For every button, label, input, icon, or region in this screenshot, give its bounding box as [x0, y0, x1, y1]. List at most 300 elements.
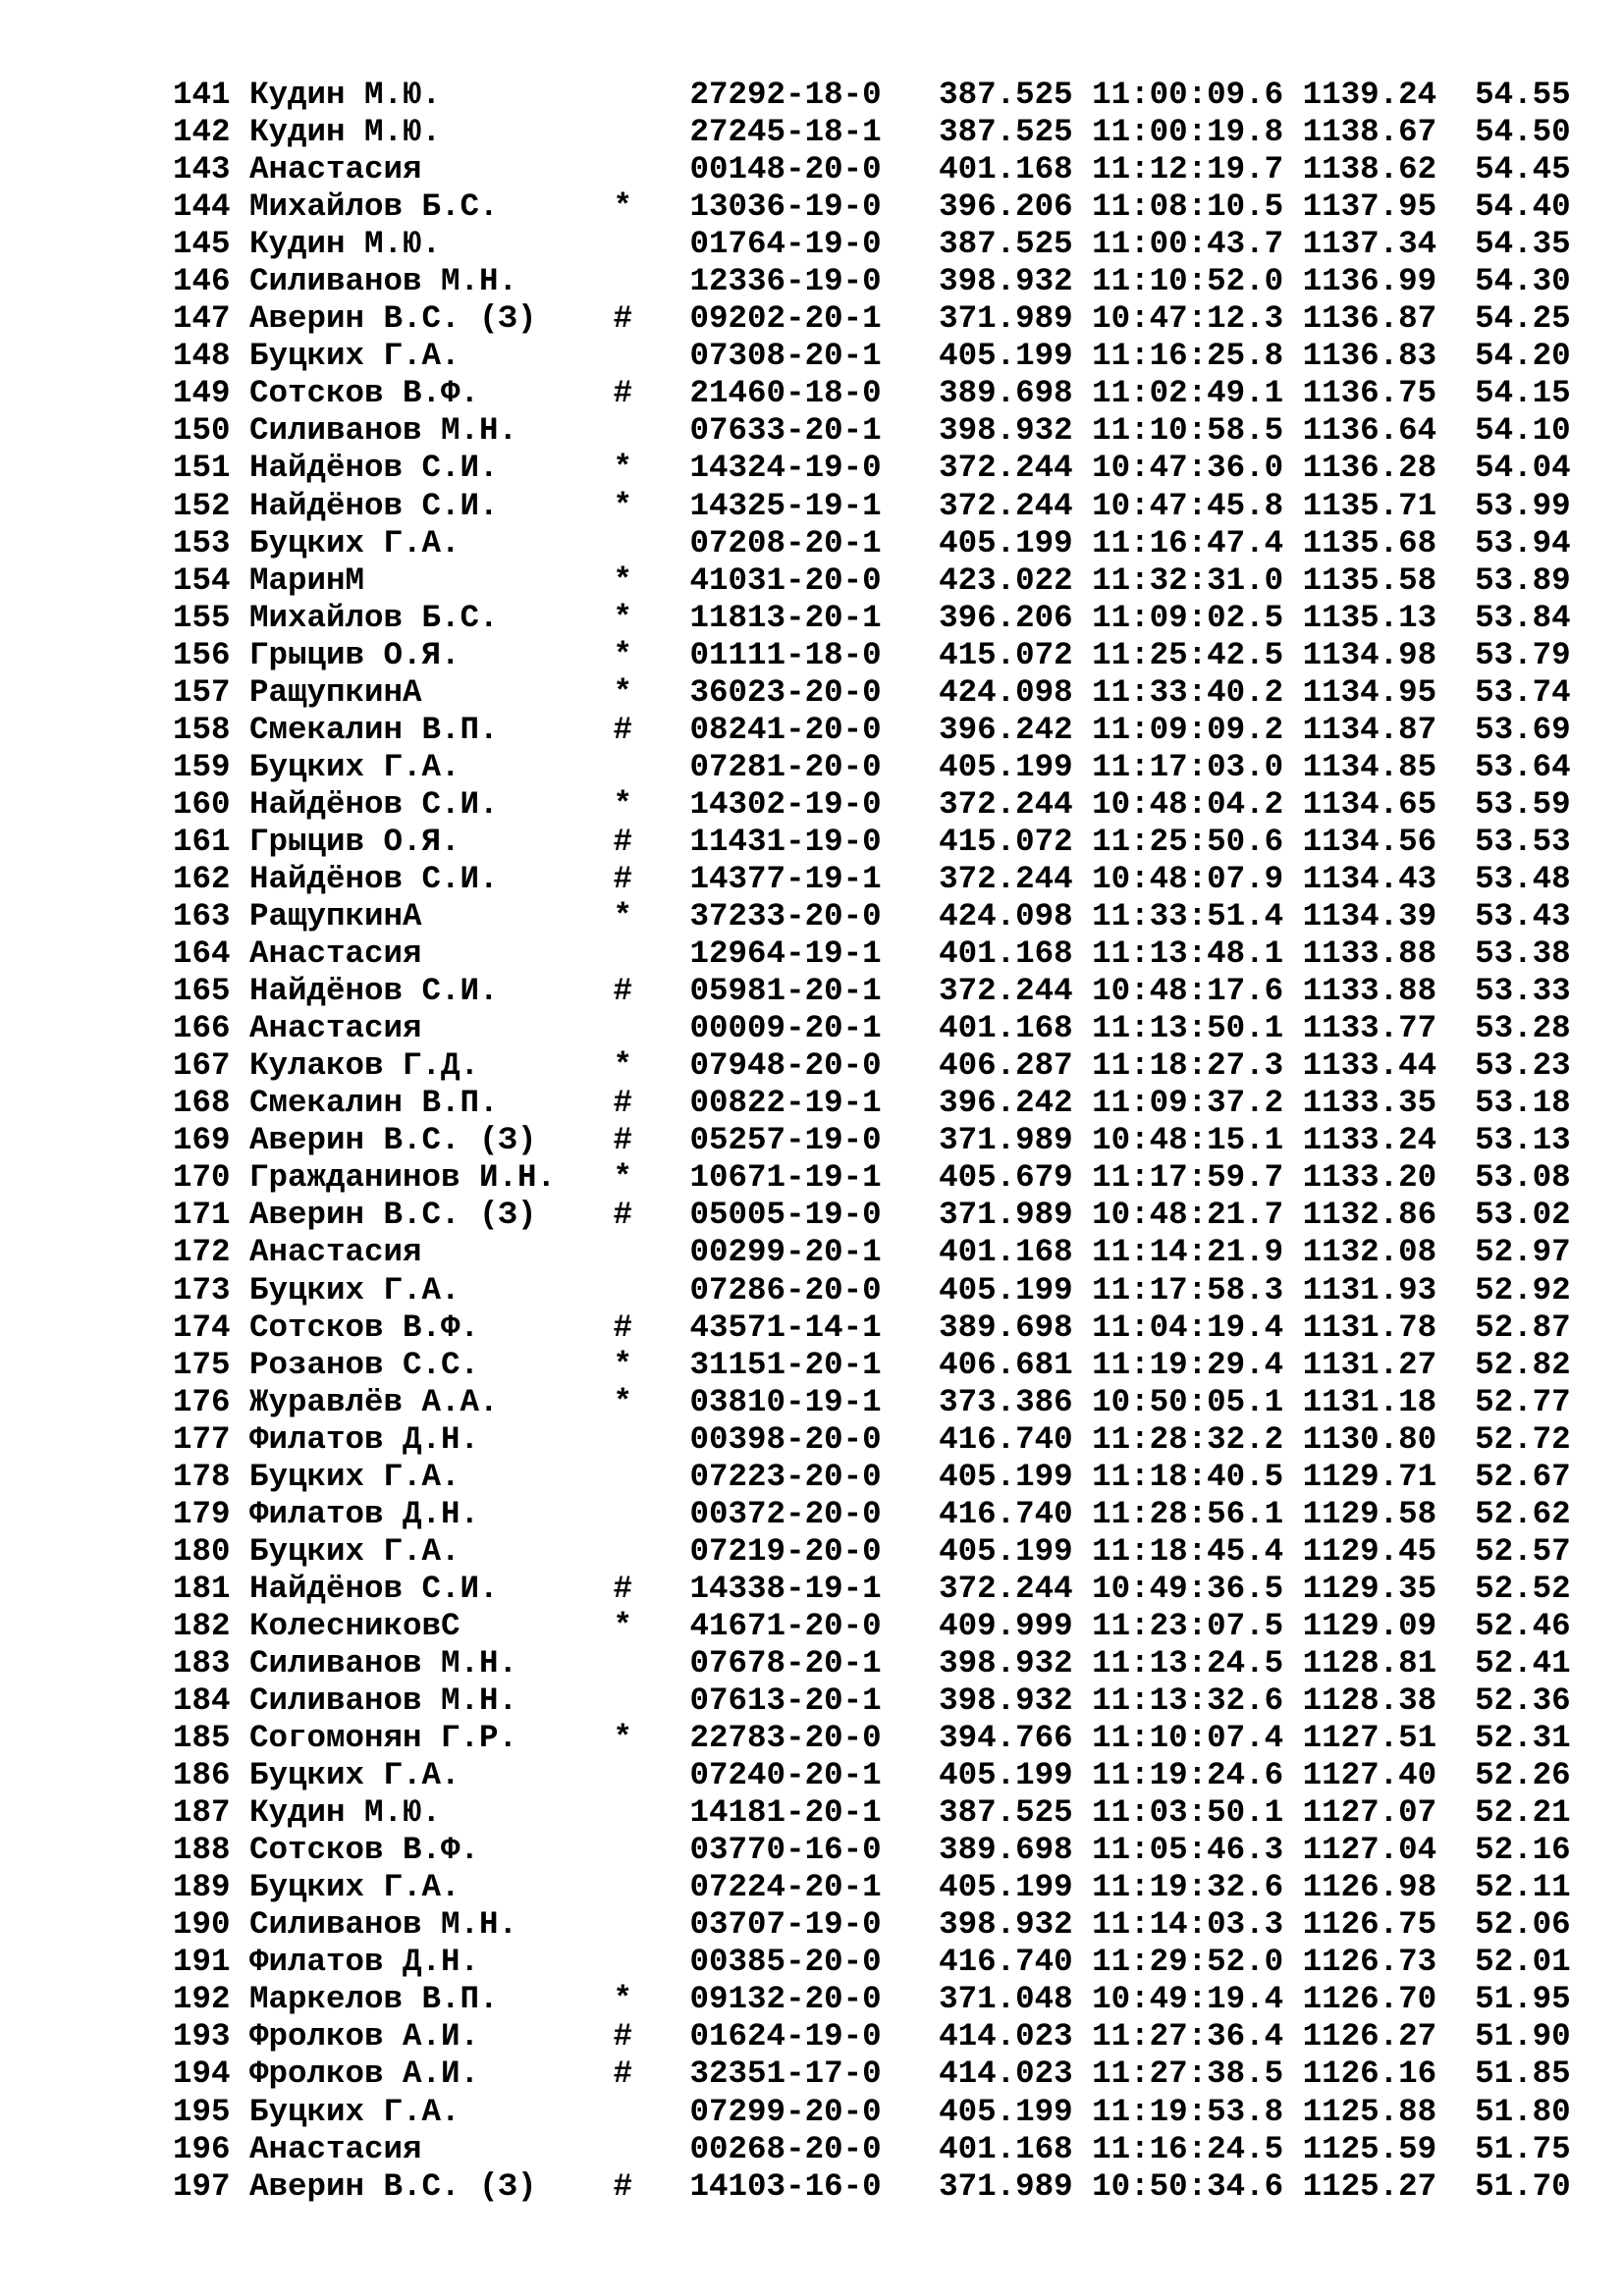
score-cell: 53.48 [1475, 860, 1571, 897]
mark-cell: # [613, 2167, 633, 2205]
ring-number-cell: 31151-20-1 [689, 1346, 882, 1383]
score-cell: 51.80 [1475, 2093, 1571, 2130]
position-cell: 160 [173, 785, 231, 823]
arrival-time-cell: 11:27:36.4 [1092, 2018, 1284, 2056]
ring-number-cell: 14377-19-1 [689, 860, 882, 897]
distance-cell: 401.168 [939, 151, 1073, 188]
ring-number-cell: 00299-20-1 [689, 1234, 882, 1271]
score-cell: 52.01 [1475, 1944, 1571, 1981]
distance-cell: 396.206 [939, 188, 1073, 226]
speed-cell: 1134.85 [1302, 748, 1437, 785]
position-cell: 162 [173, 860, 231, 897]
mark-cell: * [613, 561, 633, 599]
fancier-name-cell: Найдёнов С.И. [249, 450, 499, 487]
distance-cell: 387.525 [939, 77, 1073, 113]
speed-cell: 1139.24 [1302, 77, 1437, 113]
distance-cell: 372.244 [939, 973, 1073, 1010]
speed-cell: 1126.70 [1302, 1981, 1437, 2018]
score-cell: 53.74 [1475, 673, 1571, 711]
ring-number-cell: 07948-20-0 [689, 1047, 882, 1085]
score-cell: 52.21 [1475, 1794, 1571, 1832]
mark-cell: * [613, 188, 633, 226]
position-cell: 184 [173, 1682, 231, 1720]
speed-cell: 1133.77 [1302, 1010, 1437, 1047]
score-cell: 53.79 [1475, 636, 1571, 673]
table-row [173, 1010, 1571, 1047]
speed-cell: 1138.62 [1302, 151, 1437, 188]
score-cell: 54.30 [1475, 263, 1571, 300]
speed-cell: 1132.86 [1302, 1197, 1437, 1234]
position-cell: 150 [173, 412, 231, 450]
fancier-name-cell: Согомонян Г.Р. [249, 1720, 518, 1757]
fancier-name-cell: Буцких Г.А. [249, 524, 460, 561]
distance-cell: 389.698 [939, 1832, 1073, 1869]
arrival-time-cell: 11:17:59.7 [1092, 1159, 1284, 1197]
position-cell: 181 [173, 1570, 231, 1607]
score-cell: 54.55 [1475, 77, 1571, 113]
speed-cell: 1129.35 [1302, 1570, 1437, 1607]
position-cell: 149 [173, 375, 231, 412]
arrival-time-cell: 11:16:47.4 [1092, 524, 1284, 561]
distance-cell: 372.244 [939, 1570, 1073, 1607]
speed-cell: 1133.24 [1302, 1122, 1437, 1159]
position-cell: 179 [173, 1495, 231, 1532]
ring-number-cell: 07219-20-0 [689, 1532, 882, 1570]
arrival-time-cell: 10:50:34.6 [1092, 2167, 1284, 2205]
distance-cell: 396.242 [939, 1085, 1073, 1122]
speed-cell: 1138.67 [1302, 114, 1437, 151]
distance-cell: 405.199 [939, 1869, 1073, 1906]
speed-cell: 1126.98 [1302, 1869, 1437, 1906]
table-row [173, 562, 1571, 600]
table-row [173, 525, 1571, 562]
fancier-name-cell: Сотсков В.Ф. [249, 375, 480, 412]
ring-number-cell: 07613-20-1 [689, 1682, 882, 1720]
mark-cell: * [613, 450, 633, 487]
fancier-name-cell: КолесниковС [249, 1607, 460, 1644]
table-row [173, 1571, 1571, 1608]
speed-cell: 1129.71 [1302, 1458, 1437, 1495]
fancier-name-cell: Кудин М.Ю. [249, 114, 442, 151]
position-cell: 187 [173, 1794, 231, 1832]
score-cell: 52.11 [1475, 1869, 1571, 1906]
score-cell: 53.23 [1475, 1047, 1571, 1085]
arrival-time-cell: 11:02:49.1 [1092, 375, 1284, 412]
ring-number-cell: 11813-20-1 [689, 599, 882, 636]
speed-cell: 1135.58 [1302, 561, 1437, 599]
fancier-name-cell: Анастасия [249, 1234, 422, 1271]
mark-cell: # [613, 1085, 633, 1122]
score-cell: 52.46 [1475, 1607, 1571, 1644]
speed-cell: 1125.59 [1302, 2130, 1437, 2167]
distance-cell: 423.022 [939, 561, 1073, 599]
table-row [173, 226, 1571, 263]
fancier-name-cell: Силиванов М.Н. [249, 1682, 518, 1720]
mark-cell: * [613, 1607, 633, 1644]
distance-cell: 396.206 [939, 599, 1073, 636]
speed-cell: 1134.98 [1302, 636, 1437, 673]
distance-cell: 405.199 [939, 1757, 1073, 1794]
fancier-name-cell: Фролков А.И. [249, 2018, 480, 2056]
arrival-time-cell: 11:32:31.0 [1092, 561, 1284, 599]
position-cell: 157 [173, 673, 231, 711]
ring-number-cell: 27292-18-0 [689, 77, 882, 113]
position-cell: 176 [173, 1383, 231, 1420]
fancier-name-cell: Буцких Г.А. [249, 1869, 460, 1906]
fancier-name-cell: Сотсков В.Ф. [249, 1832, 480, 1869]
ring-number-cell: 07208-20-1 [689, 524, 882, 561]
arrival-time-cell: 11:13:50.1 [1092, 1010, 1284, 1047]
score-cell: 54.20 [1475, 338, 1571, 375]
position-cell: 191 [173, 1944, 231, 1981]
speed-cell: 1131.93 [1302, 1271, 1437, 1308]
ring-number-cell: 00268-20-0 [689, 2130, 882, 2167]
distance-cell: 372.244 [939, 785, 1073, 823]
distance-cell: 416.740 [939, 1944, 1073, 1981]
position-cell: 158 [173, 711, 231, 748]
distance-cell: 405.199 [939, 524, 1073, 561]
score-cell: 53.38 [1475, 935, 1571, 973]
speed-cell: 1135.13 [1302, 599, 1437, 636]
speed-cell: 1130.80 [1302, 1420, 1437, 1458]
ring-number-cell: 00009-20-1 [689, 1010, 882, 1047]
mark-cell: * [613, 1981, 633, 2018]
mark-cell: * [613, 1346, 633, 1383]
table-row [173, 151, 1571, 188]
position-cell: 173 [173, 1271, 231, 1308]
distance-cell: 372.244 [939, 487, 1073, 524]
fancier-name-cell: Буцких Г.А. [249, 338, 460, 375]
speed-cell: 1133.44 [1302, 1047, 1437, 1085]
table-row [173, 2131, 1571, 2168]
score-cell: 53.08 [1475, 1159, 1571, 1197]
ring-number-cell: 32351-17-0 [689, 2056, 882, 2093]
distance-cell: 405.199 [939, 1271, 1073, 1308]
table-row [173, 1981, 1571, 2018]
fancier-name-cell: Журавлёв А.А. [249, 1383, 499, 1420]
distance-cell: 371.989 [939, 300, 1073, 338]
ring-number-cell: 14324-19-0 [689, 450, 882, 487]
distance-cell: 371.048 [939, 1981, 1073, 2018]
position-cell: 161 [173, 823, 231, 860]
arrival-time-cell: 11:10:07.4 [1092, 1720, 1284, 1757]
score-cell: 54.10 [1475, 412, 1571, 450]
arrival-time-cell: 11:18:27.3 [1092, 1047, 1284, 1085]
fancier-name-cell: Филатов Д.Н. [249, 1944, 480, 1981]
position-cell: 141 [173, 77, 231, 113]
table-row [173, 1757, 1571, 1794]
arrival-time-cell: 11:04:19.4 [1092, 1308, 1284, 1346]
distance-cell: 401.168 [939, 1010, 1073, 1047]
table-row [173, 824, 1571, 861]
ring-number-cell: 13036-19-0 [689, 188, 882, 226]
arrival-time-cell: 10:49:19.4 [1092, 1981, 1284, 2018]
arrival-time-cell: 11:09:09.2 [1092, 711, 1284, 748]
ring-number-cell: 14325-19-1 [689, 487, 882, 524]
arrival-time-cell: 11:09:37.2 [1092, 1085, 1284, 1122]
score-cell: 52.97 [1475, 1234, 1571, 1271]
position-cell: 163 [173, 898, 231, 935]
table-row [173, 1459, 1571, 1496]
speed-cell: 1136.87 [1302, 300, 1437, 338]
arrival-time-cell: 11:18:40.5 [1092, 1458, 1284, 1495]
ring-number-cell: 07281-20-0 [689, 748, 882, 785]
position-cell: 152 [173, 487, 231, 524]
ring-number-cell: 10671-19-1 [689, 1159, 882, 1197]
arrival-time-cell: 11:29:52.0 [1092, 1944, 1284, 1981]
score-cell: 51.70 [1475, 2167, 1571, 2205]
speed-cell: 1133.88 [1302, 973, 1437, 1010]
score-cell: 51.85 [1475, 2056, 1571, 2093]
distance-cell: 371.989 [939, 1197, 1073, 1234]
ring-number-cell: 00385-20-0 [689, 1944, 882, 1981]
ring-number-cell: 41671-20-0 [689, 1607, 882, 1644]
ring-number-cell: 07633-20-1 [689, 412, 882, 450]
fancier-name-cell: Найдёнов С.И. [249, 487, 499, 524]
ring-number-cell: 14181-20-1 [689, 1794, 882, 1832]
fancier-name-cell: Кудин М.Ю. [249, 1794, 442, 1832]
speed-cell: 1134.43 [1302, 860, 1437, 897]
distance-cell: 398.932 [939, 1682, 1073, 1720]
fancier-name-cell: Силиванов М.Н. [249, 1644, 518, 1682]
fancier-name-cell: Силиванов М.Н. [249, 1906, 518, 1944]
distance-cell: 387.525 [939, 114, 1073, 151]
speed-cell: 1127.04 [1302, 1832, 1437, 1869]
table-row [173, 973, 1571, 1010]
distance-cell: 405.679 [939, 1159, 1073, 1197]
table-row [173, 1122, 1571, 1159]
fancier-name-cell: Буцких Г.А. [249, 1532, 460, 1570]
ring-number-cell: 37233-20-0 [689, 898, 882, 935]
distance-cell: 406.681 [939, 1346, 1073, 1383]
arrival-time-cell: 11:25:42.5 [1092, 636, 1284, 673]
ring-number-cell: 22783-20-0 [689, 1720, 882, 1757]
fancier-name-cell: РащупкинА [249, 898, 422, 935]
ring-number-cell: 07223-20-0 [689, 1458, 882, 1495]
distance-cell: 396.242 [939, 711, 1073, 748]
arrival-time-cell: 10:49:36.5 [1092, 1570, 1284, 1607]
arrival-time-cell: 11:03:50.1 [1092, 1794, 1284, 1832]
position-cell: 197 [173, 2167, 231, 2205]
score-cell: 51.90 [1475, 2018, 1571, 2056]
fancier-name-cell: Найдёнов С.И. [249, 860, 499, 897]
mark-cell: * [613, 636, 633, 673]
fancier-name-cell: Найдёнов С.И. [249, 973, 499, 1010]
position-cell: 147 [173, 300, 231, 338]
position-cell: 189 [173, 1869, 231, 1906]
distance-cell: 415.072 [939, 823, 1073, 860]
distance-cell: 387.525 [939, 1794, 1073, 1832]
arrival-time-cell: 10:48:15.1 [1092, 1122, 1284, 1159]
mark-cell: * [613, 599, 633, 636]
distance-cell: 389.698 [939, 1308, 1073, 1346]
score-cell: 53.99 [1475, 487, 1571, 524]
position-cell: 188 [173, 1832, 231, 1869]
speed-cell: 1133.88 [1302, 935, 1437, 973]
speed-cell: 1127.07 [1302, 1794, 1437, 1832]
mark-cell: # [613, 1570, 633, 1607]
arrival-time-cell: 11:33:40.2 [1092, 673, 1284, 711]
arrival-time-cell: 11:16:25.8 [1092, 338, 1284, 375]
table-row [173, 1645, 1571, 1682]
score-cell: 52.16 [1475, 1832, 1571, 1869]
ring-number-cell: 14338-19-1 [689, 1570, 882, 1607]
position-cell: 166 [173, 1010, 231, 1047]
distance-cell: 371.989 [939, 2167, 1073, 2205]
score-cell: 54.45 [1475, 151, 1571, 188]
position-cell: 146 [173, 263, 231, 300]
position-cell: 151 [173, 450, 231, 487]
arrival-time-cell: 11:00:43.7 [1092, 226, 1284, 263]
position-cell: 143 [173, 151, 231, 188]
score-cell: 52.67 [1475, 1458, 1571, 1495]
ring-number-cell: 14103-16-0 [689, 2167, 882, 2205]
distance-cell: 405.199 [939, 2093, 1073, 2130]
score-cell: 52.31 [1475, 1720, 1571, 1757]
fancier-name-cell: Найдёнов С.И. [249, 785, 499, 823]
ring-number-cell: 00148-20-0 [689, 151, 882, 188]
speed-cell: 1136.99 [1302, 263, 1437, 300]
ring-number-cell: 07286-20-0 [689, 1271, 882, 1308]
arrival-time-cell: 11:05:46.3 [1092, 1832, 1284, 1869]
table-row [173, 1682, 1571, 1720]
fancier-name-cell: Смекалин В.П. [249, 711, 499, 748]
table-row [173, 1234, 1571, 1271]
table-row [173, 188, 1571, 226]
speed-cell: 1125.88 [1302, 2093, 1437, 2130]
distance-cell: 424.098 [939, 898, 1073, 935]
speed-cell: 1134.95 [1302, 673, 1437, 711]
fancier-name-cell: Анастасия [249, 2130, 422, 2167]
table-row [173, 1794, 1571, 1832]
arrival-time-cell: 11:14:03.3 [1092, 1906, 1284, 1944]
fancier-name-cell: Силиванов М.Н. [249, 412, 518, 450]
mark-cell: # [613, 1122, 633, 1159]
distance-cell: 414.023 [939, 2056, 1073, 2093]
distance-cell: 415.072 [939, 636, 1073, 673]
distance-cell: 389.698 [939, 375, 1073, 412]
mark-cell: # [613, 1308, 633, 1346]
mark-cell: * [613, 1047, 633, 1085]
position-cell: 142 [173, 114, 231, 151]
ring-number-cell: 00398-20-0 [689, 1420, 882, 1458]
speed-cell: 1136.83 [1302, 338, 1437, 375]
fancier-name-cell: Буцких Г.А. [249, 748, 460, 785]
table-row [173, 375, 1571, 412]
table-row [173, 1197, 1571, 1234]
score-cell: 53.13 [1475, 1122, 1571, 1159]
ring-number-cell: 03810-19-1 [689, 1383, 882, 1420]
ring-number-cell: 14302-19-0 [689, 785, 882, 823]
fancier-name-cell: Кудин М.Ю. [249, 77, 442, 113]
table-row [173, 1720, 1571, 1757]
arrival-time-cell: 11:13:32.6 [1092, 1682, 1284, 1720]
fancier-name-cell: Кудин М.Ю. [249, 226, 442, 263]
ring-number-cell: 08241-20-0 [689, 711, 882, 748]
fancier-name-cell: Грыцив О.Я. [249, 823, 460, 860]
arrival-time-cell: 11:09:02.5 [1092, 599, 1284, 636]
distance-cell: 398.932 [939, 1906, 1073, 1944]
ring-number-cell: 00822-19-1 [689, 1085, 882, 1122]
position-cell: 177 [173, 1420, 231, 1458]
table-row [173, 1832, 1571, 1869]
position-cell: 186 [173, 1757, 231, 1794]
table-row [173, 1309, 1571, 1347]
table-row [173, 1944, 1571, 1981]
position-cell: 193 [173, 2018, 231, 2056]
mark-cell: * [613, 487, 633, 524]
mark-cell: # [613, 2056, 633, 2093]
fancier-name-cell: Аверин В.С. (З) [249, 1197, 537, 1234]
arrival-time-cell: 10:48:04.2 [1092, 785, 1284, 823]
distance-cell: 398.932 [939, 1644, 1073, 1682]
mark-cell: * [613, 898, 633, 935]
table-row [173, 674, 1571, 712]
fancier-name-cell: Сотсков В.Ф. [249, 1308, 480, 1346]
ring-number-cell: 41031-20-0 [689, 561, 882, 599]
position-cell: 148 [173, 338, 231, 375]
score-cell: 53.94 [1475, 524, 1571, 561]
ring-number-cell: 01624-19-0 [689, 2018, 882, 2056]
speed-cell: 1125.27 [1302, 2167, 1437, 2205]
table-row [173, 861, 1571, 898]
position-cell: 154 [173, 561, 231, 599]
mark-cell: # [613, 1197, 633, 1234]
score-cell: 53.33 [1475, 973, 1571, 1010]
fancier-name-cell: Фролков А.И. [249, 2056, 480, 2093]
position-cell: 196 [173, 2130, 231, 2167]
fancier-name-cell: Анастасия [249, 1010, 422, 1047]
speed-cell: 1129.09 [1302, 1607, 1437, 1644]
distance-cell: 405.199 [939, 1458, 1073, 1495]
score-cell: 51.75 [1475, 2130, 1571, 2167]
table-row [173, 637, 1571, 674]
score-cell: 53.64 [1475, 748, 1571, 785]
fancier-name-cell: Буцких Г.А. [249, 1757, 460, 1794]
ring-number-cell: 07299-20-0 [689, 2093, 882, 2130]
ring-number-cell: 05981-20-1 [689, 973, 882, 1010]
speed-cell: 1134.65 [1302, 785, 1437, 823]
table-row [173, 1085, 1571, 1122]
score-cell: 53.43 [1475, 898, 1571, 935]
ring-number-cell: 07678-20-1 [689, 1644, 882, 1682]
arrival-time-cell: 11:12:19.7 [1092, 151, 1284, 188]
distance-cell: 401.168 [939, 1234, 1073, 1271]
table-row [173, 749, 1571, 786]
ring-number-cell: 11431-19-0 [689, 823, 882, 860]
ring-number-cell: 07224-20-1 [689, 1869, 882, 1906]
distance-cell: 371.989 [939, 1122, 1073, 1159]
table-row [173, 712, 1571, 749]
position-cell: 183 [173, 1644, 231, 1682]
fancier-name-cell: Михайлов Б.С. [249, 188, 499, 226]
table-row [173, 488, 1571, 525]
arrival-time-cell: 11:19:29.4 [1092, 1346, 1284, 1383]
arrival-time-cell: 11:17:58.3 [1092, 1271, 1284, 1308]
arrival-time-cell: 10:48:21.7 [1092, 1197, 1284, 1234]
mark-cell: * [613, 673, 633, 711]
fancier-name-cell: Буцких Г.А. [249, 2093, 460, 2130]
table-row [173, 1384, 1571, 1421]
speed-cell: 1126.16 [1302, 2056, 1437, 2093]
table-row [173, 1421, 1571, 1459]
distance-cell: 372.244 [939, 450, 1073, 487]
distance-cell: 416.740 [939, 1495, 1073, 1532]
score-cell: 54.50 [1475, 114, 1571, 151]
position-cell: 190 [173, 1906, 231, 1944]
arrival-time-cell: 10:47:45.8 [1092, 487, 1284, 524]
position-cell: 144 [173, 188, 231, 226]
